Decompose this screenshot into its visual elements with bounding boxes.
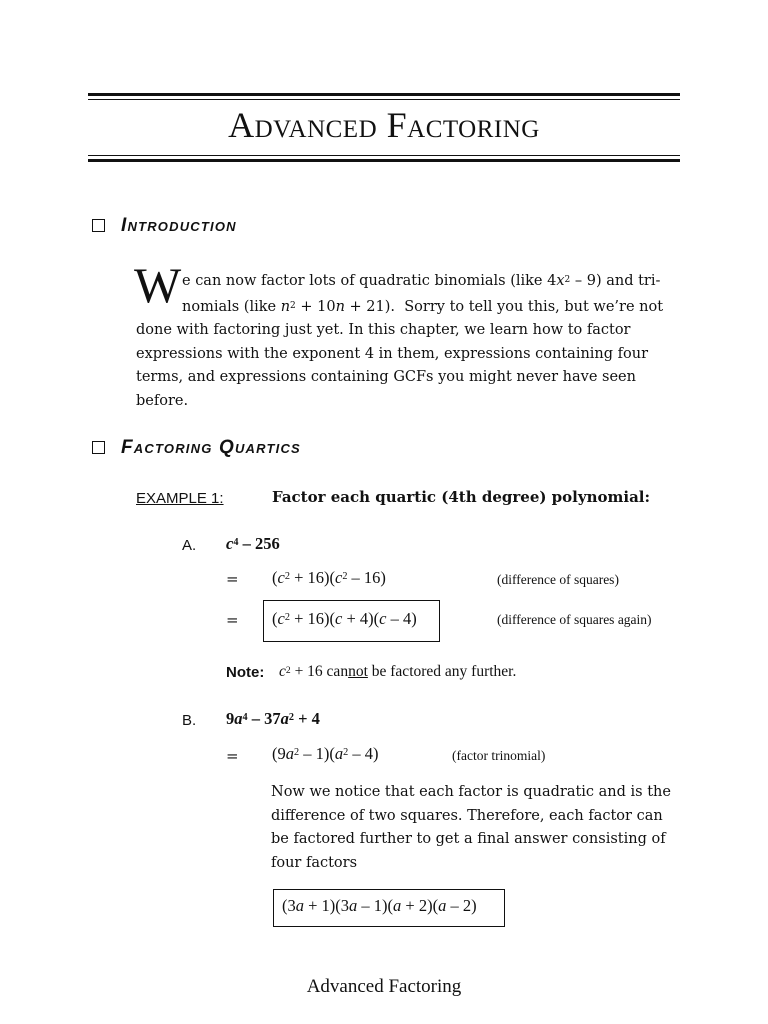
page-footer: Advanced Factoring (306, 976, 462, 997)
section-heading-text: Introduction (121, 215, 237, 236)
part-b-step-1: $(9a^2 - 1)(a^2 - 4)$ (272, 744, 379, 763)
example-prompt: Factor each quartic (4th degree) polynomial: (272, 488, 651, 506)
intro-line: expressions with the exponent 4 in them, expressions containing four (136, 345, 649, 362)
part-b-step-1-note: (factor trinomial) (452, 748, 546, 763)
part-b-explanation (271, 781, 671, 875)
explanation-line: difference of two squares. Therefore, each factor can (271, 807, 663, 824)
intro-line: before. (136, 392, 189, 409)
title-rule-bottom-thick (88, 159, 680, 162)
part-a-letter: A. (182, 537, 197, 554)
part-a-step-1: $(c^2 + 16)(c^2 - 16)$ (272, 568, 386, 587)
part-b-letter: B. (182, 712, 197, 729)
title-rule-bottom-thin (88, 155, 680, 156)
section-heading-factoring-quartics (92, 437, 301, 459)
title-rule-top-thick (88, 93, 680, 96)
checkbox-bullet-icon (92, 441, 105, 454)
part-a-step-1-note: (difference of squares) (497, 572, 619, 587)
intro-line-2: nomials (like $n^2 + 10n + 21$). Sorry to tell you this, but we’re not (182, 299, 664, 315)
section-heading-text: Factoring Quartics (121, 437, 301, 458)
intro-line: terms, and expressions containing GCFs you might never have seen (136, 369, 636, 385)
part-b-problem: $9a^4 - 37a^2 + 4$ (226, 709, 320, 728)
equals-sign: = (226, 611, 239, 629)
equals-sign: = (226, 747, 239, 765)
note-label: Note: (226, 664, 265, 681)
title-rule-top-thin (88, 99, 680, 100)
checkbox-bullet-icon (92, 219, 105, 232)
explanation-line: Now we notice that each factor is quadratic and is the (271, 784, 671, 800)
part-a-problem: $c^4 - 256$ (226, 534, 280, 553)
part-b-answer: (3a + 1)(3a – 1)(a + 2)(a – 2) (282, 896, 477, 915)
explanation-line: four factors (271, 854, 358, 871)
page-title: Advanced Factoring (228, 105, 540, 145)
example-label: EXAMPLE 1: (136, 490, 224, 507)
part-a-step-2-note: (difference of squares again) (497, 612, 652, 627)
explanation-line: be factored further to get a final answer consisting of (271, 831, 666, 847)
dropcap-letter: W (134, 257, 182, 313)
equals-sign: = (226, 570, 239, 588)
part-a-step-2: $(c^2 + 16)(c + 4)(c - 4)$ (272, 609, 417, 628)
intro-line-1: e can now factor lots of quadratic binomials (like $4x^2 - 9$) and tri- (182, 273, 661, 289)
intro-paragraph-rest (136, 319, 648, 413)
section-heading-introduction (92, 215, 237, 237)
intro-line: done with factoring just yet. In this chapter, we learn how to factor (136, 322, 631, 338)
part-a-note-text: $c^2 + 16$ cannot be factored any further. (279, 663, 517, 680)
